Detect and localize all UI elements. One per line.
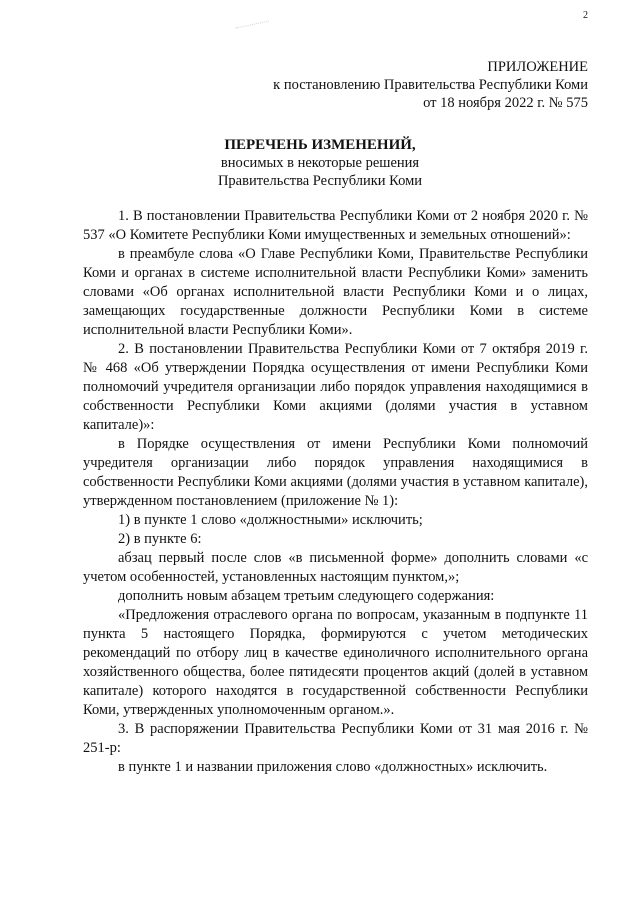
document-body — [83, 207, 588, 777]
appendix-reference: к постановлению Правительства Республики Коми — [273, 77, 588, 93]
title-main: ПЕРЕЧЕНЬ ИЗМЕНЕНИЙ, — [224, 137, 416, 153]
paragraph-2: в преамбуле слова «О Главе Республики Коми, Правительстве Республики Коми и органах в системе исполнительной власти Республики Коми» заменить словами «Об органах исполнительной власти Республики Коми и о лицах, замещающих государственные должности Республики Коми в системе исполнительной власти Республики Коми». — [83, 246, 588, 338]
paragraph-6: 2) в пункте 6: — [118, 531, 202, 547]
paragraph-10: 3. В распоряжении Правительства Республики Коми от 31 мая 2016 г. № 251-р: — [83, 721, 588, 756]
paragraph-9: «Предложения отраслевого органа по вопросам, указанным в подпункте 11 пункта 5 настоящего Порядка, формируются с учетом методических рекомендаций по отбору лиц в качестве единоличного исполнительного органа хозяйственного общества, более пятидесяти процентов акций (долей в уставном капитале) которого находятся в государственной собственности Республики Коми, утвержденных уполномоченным органом.». — [83, 607, 588, 718]
title-sub-2: Правительства Республики Коми — [217, 173, 423, 189]
appendix-header — [273, 58, 588, 112]
appendix-label: ПРИЛОЖЕНИЕ — [487, 59, 588, 75]
page-number: 2 — [583, 10, 588, 21]
paragraph-11: в пункте 1 и названии приложения слово «должностных» исключить. — [118, 759, 548, 775]
paragraph-3: 2. В постановлении Правительства Республики Коми от 7 октября 2019 г. № 468 «Об утверждении Порядка осуществления от имени Республики Коми полномочий учредителя организации либо порядок управления находящимися в собственности Республики Коми акциями (долями участия в уставном капитале)»: — [83, 341, 588, 433]
document-title — [0, 136, 640, 190]
appendix-date: от 18 ноября 2022 г. № 575 — [423, 95, 588, 111]
paragraph-1: 1. В постановлении Правительства Республики Коми от 2 ноября 2020 г. № 537 «О Комитете Республики Коми имущественных и земельных отношений»: — [83, 208, 588, 243]
scan-artifact — [235, 21, 270, 37]
paragraph-8: дополнить новым абзацем третьим следующего содержания: — [118, 588, 495, 604]
paragraph-7: абзац первый после слов «в письменной форме» дополнить словами «с учетом особенностей, установленных настоящим пунктом,»; — [83, 550, 588, 585]
title-sub-1: вносимых в некоторые решения — [220, 155, 420, 171]
paragraph-5: 1) в пункте 1 слово «должностными» исключить; — [118, 512, 423, 528]
paragraph-4: в Порядке осуществления от имени Республики Коми полномочий учредителя организации либо порядок управления находящимися в собственности Республики Коми акциями (долями участия в уставном капитале), утвержденном постановлением (приложение № 1): — [83, 436, 588, 509]
